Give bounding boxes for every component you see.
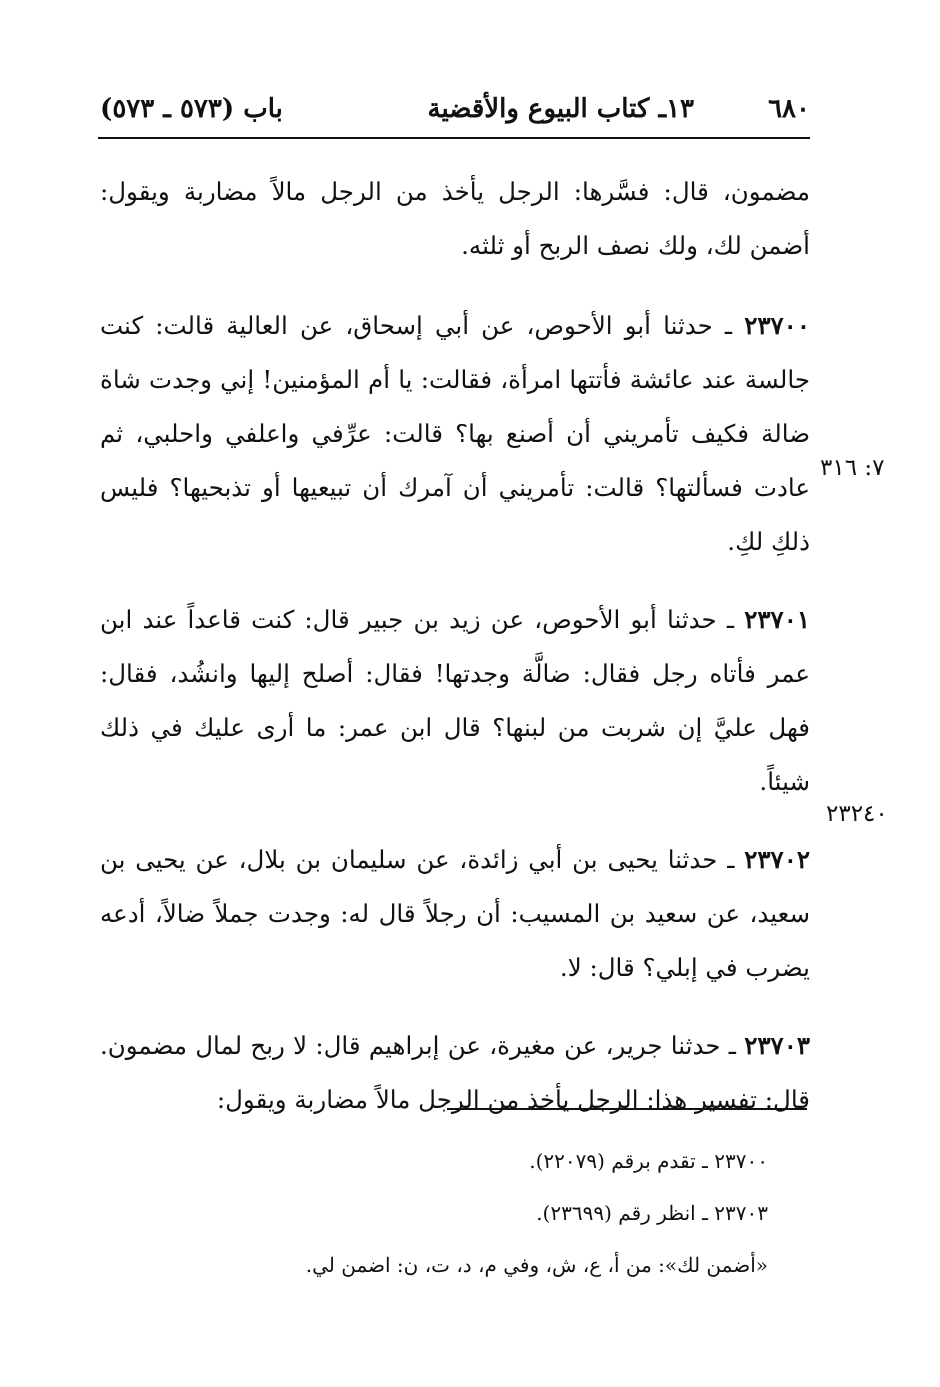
footnote: «أضمن لك»: من أ، ع، ش، وفي م، د، ت، ن: اضمن لي. (305, 1253, 768, 1277)
hadith-number: ٢٣٧٠٣ (744, 1031, 811, 1060)
paragraph-text: ـ حدثنا أبو الأحوص، عن أبي إسحاق، عن العالية قالت: كنت جالسة عند عائشة فأتتها امرأة، فقالت: يا أم المؤمنين! إني وجدت شاة ضالة فكيف تأمريني أن أصنع بها؟ قالت: عرِّفي واعلفي واحلبي، ثم عادت فسألتها؟ قالت: تأمريني أن آمرك أن تبيعيها أو تذبحيها؟ فليس ذلكِ لكِ. (100, 311, 810, 556)
footnote: ٢٣٧٠٠ ـ تقدم برقم (٢٢٠٧٩). (529, 1149, 768, 1173)
paragraph-text: ـ حدثنا جرير، عن مغيرة، عن إبراهيم قال: لا ربح لمال مضمون. قال: تفسير هذا: الرجل يأخذ من الرجل مالاً مضاربة ويقول: (100, 1031, 810, 1114)
paragraph-text: مضمون، قال: فسَّرها: الرجل يأخذ من الرجل مالاً مضاربة ويقول: أضمن لك، ولك نصف الربح أو ثلثه. (100, 177, 810, 260)
paragraph-text: ـ حدثنا يحيى بن أبي زائدة، عن سليمان بن بلال، عن يحيى بن سعيد، عن سعيد بن المسيب: أن رجلاً قال له: وجدت جملاً ضالاً، أدعه يضرب في إبلي؟ قال: لا. (100, 845, 810, 982)
footnotes (100, 1135, 768, 1291)
header-divider (98, 137, 810, 139)
book-title: ١٣ـ كتاب البيوع والأقضية (427, 94, 694, 124)
footnote-divider (447, 1108, 807, 1110)
hadith-number: ٢٣٧٠١ (744, 605, 811, 634)
margin-hadith-reference: ٢٣٢٤٠ (826, 801, 888, 827)
hadith-paragraph (100, 1019, 810, 1127)
paragraph-text: ـ حدثنا أبو الأحوص، عن زيد بن جبير قال: كنت قاعداً عند ابن عمر فأتاه رجل فقال: ضالَّة وجدتها! فقال: أصلح إليها وانشُد، فقال: فهل عليَّ إن شربت من لبنها؟ قال ابن عمر: ما أرى عليك في ذلك شيئاً. (100, 605, 810, 796)
margin-volume-reference: ٧: ٣١٦ (820, 455, 885, 481)
chapter-reference: باب (٥٧٣ ـ ٥٧٣) (100, 94, 283, 124)
hadith-paragraph (100, 299, 810, 569)
main-text (100, 165, 810, 1151)
hadith-paragraph (100, 593, 810, 809)
hadith-number: ٢٣٧٠٠ (744, 311, 810, 340)
hadith-number: ٢٣٧٠٢ (744, 845, 811, 874)
running-header (100, 86, 810, 130)
hadith-paragraph (100, 833, 810, 995)
page-number: ٦٨٠ (768, 94, 810, 124)
paragraph-continuation (100, 165, 810, 273)
footnote: ٢٣٧٠٣ ـ انظر رقم (٢٣٦٩٩). (536, 1201, 768, 1225)
